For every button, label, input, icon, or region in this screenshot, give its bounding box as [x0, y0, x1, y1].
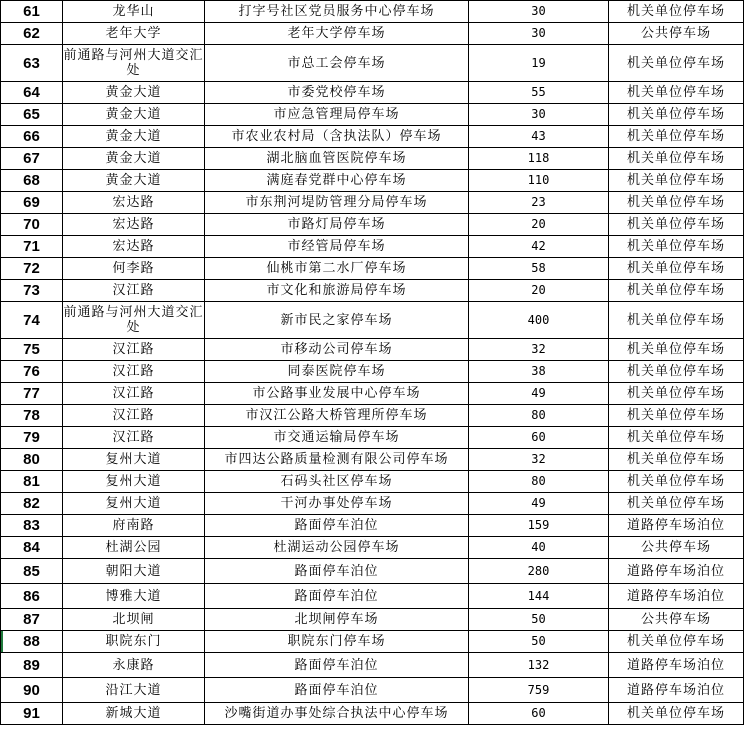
cell-space-count[interactable]: 759: [469, 678, 609, 703]
cell-number[interactable]: 86: [1, 584, 63, 609]
cell-parking-lot[interactable]: 路面停车泊位: [205, 515, 469, 537]
cell-lot-type[interactable]: 机关单位停车场: [609, 104, 744, 126]
cell-parking-lot[interactable]: 仙桃市第二水厂停车场: [205, 258, 469, 280]
cell-lot-type[interactable]: 机关单位停车场: [609, 383, 744, 405]
table-row: [1, 653, 744, 678]
cell-road[interactable]: 黄金大道: [63, 104, 205, 126]
cell-number[interactable]: 80: [1, 449, 63, 471]
cell-parking-lot[interactable]: 杜湖运动公园停车场: [205, 537, 469, 559]
cell-number[interactable]: 70: [1, 214, 63, 236]
cell-space-count[interactable]: 110: [469, 170, 609, 192]
cell-number[interactable]: 83: [1, 515, 63, 537]
cell-space-count[interactable]: 20: [469, 214, 609, 236]
cell-lot-type[interactable]: 公共停车场: [609, 23, 744, 45]
cell-number[interactable]: 79: [1, 427, 63, 449]
cell-road[interactable]: 新城大道: [63, 703, 205, 725]
cell-road[interactable]: 汉江路: [63, 339, 205, 361]
table-row: [1, 449, 744, 471]
cell-space-count[interactable]: 42: [469, 236, 609, 258]
cell-number[interactable]: 82: [1, 493, 63, 515]
cell-space-count[interactable]: 30: [469, 23, 609, 45]
table-row: [1, 126, 744, 148]
cell-road[interactable]: 永康路: [63, 653, 205, 678]
cell-parking-lot[interactable]: 市应急管理局停车场: [205, 104, 469, 126]
cell-lot-type[interactable]: 机关单位停车场: [609, 427, 744, 449]
table-row: [1, 427, 744, 449]
cell-space-count[interactable]: 32: [469, 339, 609, 361]
cell-road[interactable]: 博雅大道: [63, 584, 205, 609]
cell-road[interactable]: 职院东门: [63, 631, 205, 653]
cell-space-count[interactable]: 40: [469, 537, 609, 559]
cell-space-count[interactable]: 32: [469, 449, 609, 471]
cell-parking-lot[interactable]: 市总工会停车场: [205, 45, 469, 82]
cell-parking-lot[interactable]: 职院东门停车场: [205, 631, 469, 653]
table-row: [1, 236, 744, 258]
cell-parking-lot[interactable]: 市农业农村局（含执法队）停车场: [205, 126, 469, 148]
cell-parking-lot[interactable]: 市东荆河堤防管理分局停车场: [205, 192, 469, 214]
cell-road[interactable]: 沿江大道: [63, 678, 205, 703]
cell-number[interactable]: 90: [1, 678, 63, 703]
cell-number[interactable]: 64: [1, 82, 63, 104]
cell-number[interactable]: 81: [1, 471, 63, 493]
cell-lot-type[interactable]: 公共停车场: [609, 609, 744, 631]
cell-road[interactable]: 黄金大道: [63, 126, 205, 148]
cell-parking-lot[interactable]: 市汉江公路大桥管理所停车场: [205, 405, 469, 427]
cell-lot-type[interactable]: 机关单位停车场: [609, 471, 744, 493]
cell-road[interactable]: 府南路: [63, 515, 205, 537]
cell-road[interactable]: 汉江路: [63, 361, 205, 383]
cell-lot-type[interactable]: 机关单位停车场: [609, 302, 744, 339]
cell-number[interactable]: 68: [1, 170, 63, 192]
cell-road[interactable]: 汉江路: [63, 427, 205, 449]
cell-number[interactable]: 65: [1, 104, 63, 126]
cell-number[interactable]: 62: [1, 23, 63, 45]
table-row: [1, 258, 744, 280]
table-row: [1, 104, 744, 126]
cell-space-count[interactable]: 400: [469, 302, 609, 339]
cell-lot-type[interactable]: 机关单位停车场: [609, 703, 744, 725]
cell-number[interactable]: 87: [1, 609, 63, 631]
table-row: [1, 192, 744, 214]
cell-number[interactable]: 73: [1, 280, 63, 302]
cell-road[interactable]: 杜湖公园: [63, 537, 205, 559]
cell-road[interactable]: 朝阳大道: [63, 559, 205, 584]
cell-parking-lot[interactable]: 干河办事处停车场: [205, 493, 469, 515]
cell-space-count[interactable]: 159: [469, 515, 609, 537]
cell-parking-lot[interactable]: 北坝闸停车场: [205, 609, 469, 631]
cell-parking-lot[interactable]: 市移动公司停车场: [205, 339, 469, 361]
cell-lot-type[interactable]: 道路停车场泊位: [609, 559, 744, 584]
cell-number[interactable]: 78: [1, 405, 63, 427]
cell-road[interactable]: 北坝闸: [63, 609, 205, 631]
cell-number[interactable]: 77: [1, 383, 63, 405]
cell-road[interactable]: 黄金大道: [63, 82, 205, 104]
table-row: [1, 493, 744, 515]
cell-parking-lot[interactable]: 市四达公路质量检测有限公司停车场: [205, 449, 469, 471]
cell-space-count[interactable]: 49: [469, 383, 609, 405]
cell-road[interactable]: 老年大学: [63, 23, 205, 45]
cell-number[interactable]: 69: [1, 192, 63, 214]
cell-parking-lot[interactable]: 市交通运输局停车场: [205, 427, 469, 449]
cell-parking-lot[interactable]: 市委党校停车场: [205, 82, 469, 104]
cell-road[interactable]: 宏达路: [63, 214, 205, 236]
table-row: [1, 339, 744, 361]
table-row: [1, 584, 744, 609]
cell-road[interactable]: 黄金大道: [63, 148, 205, 170]
table-row: [1, 383, 744, 405]
cell-space-count[interactable]: 50: [469, 609, 609, 631]
cell-number[interactable]: 74: [1, 302, 63, 339]
cell-road[interactable]: 何李路: [63, 258, 205, 280]
cell-parking-lot[interactable]: 打字号社区党员服务中心停车场: [205, 1, 469, 23]
cell-parking-lot[interactable]: 路面停车泊位: [205, 559, 469, 584]
cell-parking-lot[interactable]: 路面停车泊位: [205, 678, 469, 703]
cell-lot-type[interactable]: 机关单位停车场: [609, 148, 744, 170]
parking-table-body: [1, 0, 744, 725]
cell-road[interactable]: 前通路与河州大道交汇处: [63, 45, 205, 82]
cell-lot-type[interactable]: 道路停车场泊位: [609, 584, 744, 609]
cell-parking-lot[interactable]: 市经管局停车场: [205, 236, 469, 258]
cell-lot-type[interactable]: 机关单位停车场: [609, 361, 744, 383]
cell-road[interactable]: 前通路与河州大道交汇处: [63, 302, 205, 339]
cell-space-count[interactable]: 43: [469, 126, 609, 148]
table-row: [1, 609, 744, 631]
cell-road[interactable]: 黄金大道: [63, 170, 205, 192]
cell-lot-type[interactable]: 道路停车场泊位: [609, 653, 744, 678]
cell-lot-type[interactable]: 机关单位停车场: [609, 192, 744, 214]
cell-number[interactable]: 67: [1, 148, 63, 170]
cell-lot-type[interactable]: 机关单位停车场: [609, 405, 744, 427]
table-row: [1, 1, 744, 23]
table-row: [1, 703, 744, 725]
cell-space-count[interactable]: 280: [469, 559, 609, 584]
table-row: [1, 405, 744, 427]
table-row: [1, 361, 744, 383]
cell-lot-type[interactable]: 道路停车场泊位: [609, 515, 744, 537]
cell-parking-lot[interactable]: 路面停车泊位: [205, 584, 469, 609]
cell-road[interactable]: 汉江路: [63, 383, 205, 405]
table-row: [1, 559, 744, 584]
cell-number[interactable]: 61: [1, 1, 63, 23]
cell-parking-lot[interactable]: 满庭春党群中心停车场: [205, 170, 469, 192]
table-row: [1, 302, 744, 339]
cell-lot-type[interactable]: 机关单位停车场: [609, 449, 744, 471]
cell-road[interactable]: 龙华山: [63, 1, 205, 23]
cell-road[interactable]: 复州大道: [63, 449, 205, 471]
cell-parking-lot[interactable]: 老年大学停车场: [205, 23, 469, 45]
cell-number[interactable]: 66: [1, 126, 63, 148]
cell-space-count[interactable]: 38: [469, 361, 609, 383]
cell-lot-type[interactable]: 公共停车场: [609, 537, 744, 559]
cell-parking-lot[interactable]: 市文化和旅游局停车场: [205, 280, 469, 302]
cell-parking-lot[interactable]: 市路灯局停车场: [205, 214, 469, 236]
table-row: [1, 280, 744, 302]
cell-parking-lot[interactable]: 新市民之家停车场: [205, 302, 469, 339]
cell-road[interactable]: 宏达路: [63, 192, 205, 214]
cell-number[interactable]: 91: [1, 703, 63, 725]
cell-lot-type[interactable]: 机关单位停车场: [609, 214, 744, 236]
table-row: [1, 678, 744, 703]
cell-number[interactable]: 85: [1, 559, 63, 584]
cell-lot-type[interactable]: 机关单位停车场: [609, 493, 744, 515]
cell-space-count[interactable]: 30: [469, 1, 609, 23]
cell-number[interactable]: 88: [1, 631, 63, 653]
cell-parking-lot[interactable]: 市公路事业发展中心停车场: [205, 383, 469, 405]
cell-lot-type[interactable]: 道路停车场泊位: [609, 678, 744, 703]
cell-space-count[interactable]: 20: [469, 280, 609, 302]
table-row: [1, 170, 744, 192]
cell-number[interactable]: 63: [1, 45, 63, 82]
table-row: [1, 45, 744, 82]
cell-lot-type[interactable]: 机关单位停车场: [609, 236, 744, 258]
table-row: [1, 515, 744, 537]
cell-parking-lot[interactable]: 同泰医院停车场: [205, 361, 469, 383]
cell-parking-lot[interactable]: 湖北脑血管医院停车场: [205, 148, 469, 170]
cell-number[interactable]: 72: [1, 258, 63, 280]
cell-space-count[interactable]: 50: [469, 631, 609, 653]
cell-lot-type[interactable]: 机关单位停车场: [609, 631, 744, 653]
cell-number[interactable]: 89: [1, 653, 63, 678]
cell-lot-type[interactable]: 机关单位停车场: [609, 258, 744, 280]
table-row: [1, 148, 744, 170]
table-row: [1, 214, 744, 236]
cell-road[interactable]: 汉江路: [63, 280, 205, 302]
cell-parking-lot[interactable]: 路面停车泊位: [205, 653, 469, 678]
cell-space-count[interactable]: 60: [469, 427, 609, 449]
cell-space-count[interactable]: 30: [469, 104, 609, 126]
cell-number[interactable]: 76: [1, 361, 63, 383]
cell-number[interactable]: 75: [1, 339, 63, 361]
cell-space-count[interactable]: 60: [469, 703, 609, 725]
cell-space-count[interactable]: 49: [469, 493, 609, 515]
cell-space-count[interactable]: 23: [469, 192, 609, 214]
table-row: [1, 631, 744, 653]
table-row: [1, 23, 744, 45]
cell-space-count[interactable]: 132: [469, 653, 609, 678]
table-row: [1, 82, 744, 104]
cell-lot-type[interactable]: 机关单位停车场: [609, 339, 744, 361]
cell-space-count[interactable]: 80: [469, 405, 609, 427]
table-row: [1, 471, 744, 493]
cell-road[interactable]: 复州大道: [63, 493, 205, 515]
cell-parking-lot[interactable]: 沙嘴街道办事处综合执法中心停车场: [205, 703, 469, 725]
cell-space-count[interactable]: 118: [469, 148, 609, 170]
cell-space-count[interactable]: 144: [469, 584, 609, 609]
cell-space-count[interactable]: 19: [469, 45, 609, 82]
cell-road[interactable]: 汉江路: [63, 405, 205, 427]
cell-space-count[interactable]: 58: [469, 258, 609, 280]
cell-space-count[interactable]: 80: [469, 471, 609, 493]
table-row: [1, 537, 744, 559]
cell-parking-lot[interactable]: 石码头社区停车场: [205, 471, 469, 493]
cell-lot-type[interactable]: 机关单位停车场: [609, 1, 744, 23]
cell-space-count[interactable]: 55: [469, 82, 609, 104]
cell-lot-type[interactable]: 机关单位停车场: [609, 82, 744, 104]
cell-lot-type[interactable]: 机关单位停车场: [609, 170, 744, 192]
cell-road[interactable]: 宏达路: [63, 236, 205, 258]
cell-lot-type[interactable]: 机关单位停车场: [609, 126, 744, 148]
cell-road[interactable]: 复州大道: [63, 471, 205, 493]
cell-number[interactable]: 71: [1, 236, 63, 258]
cell-number[interactable]: 84: [1, 537, 63, 559]
cell-lot-type[interactable]: 机关单位停车场: [609, 45, 744, 82]
cell-lot-type[interactable]: 机关单位停车场: [609, 280, 744, 302]
